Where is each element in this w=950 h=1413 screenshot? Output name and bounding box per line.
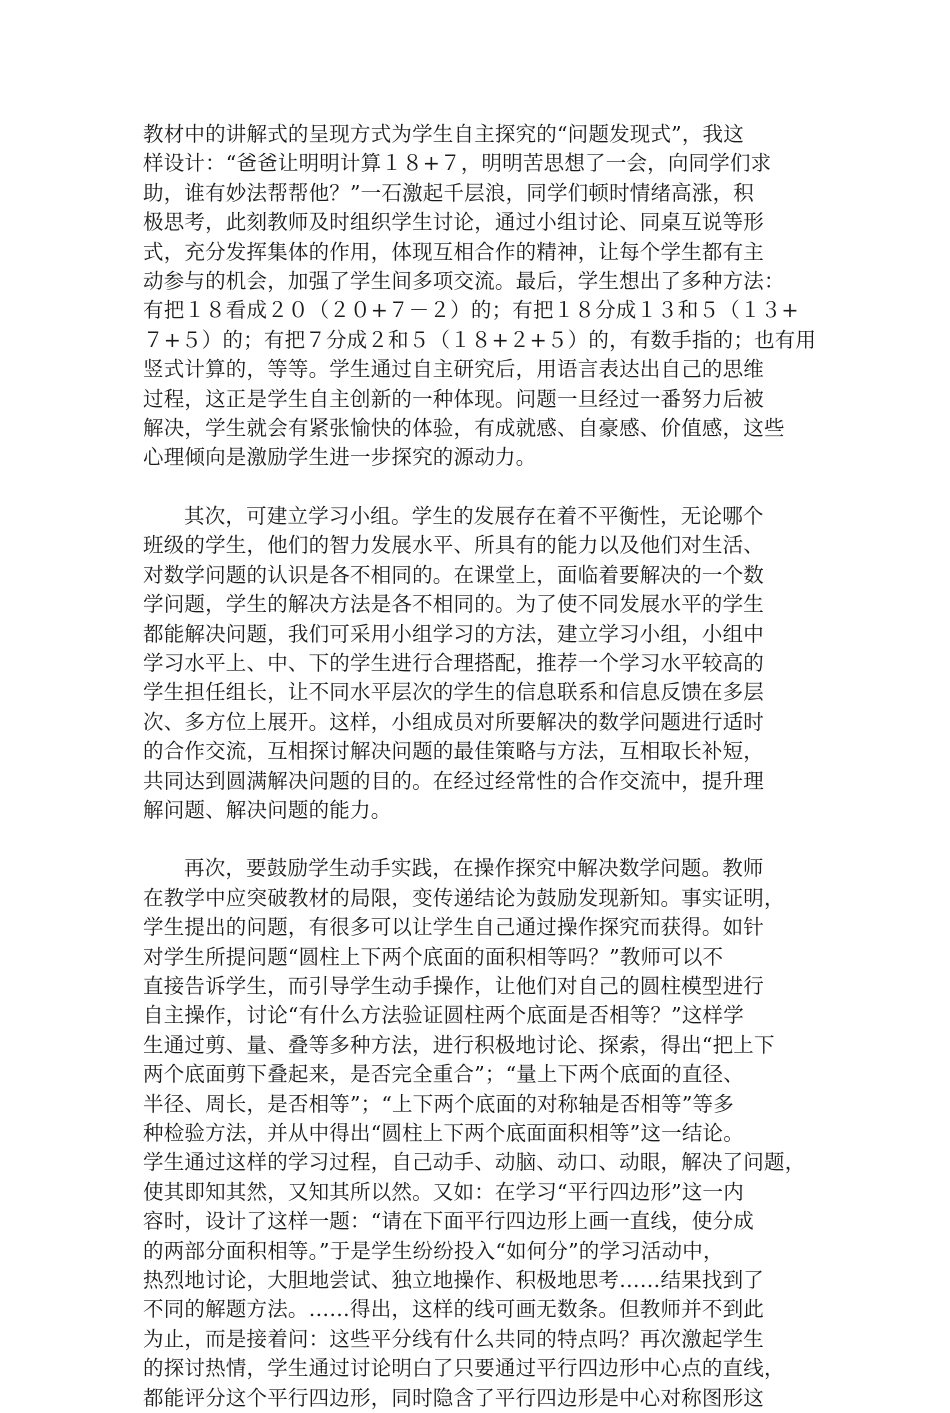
text-line: 热烈地讨论，大胆地尝试、独立地操作、积极地思考……结果找到了 xyxy=(143,1268,764,1293)
text-line: 半径、周长，是否相等”；“上下两个底面的对称轴是否相等”等多 xyxy=(143,1091,734,1116)
text-line: 对数学问题的认识是各不相同的。在课堂上，面临着要解决的一个数 xyxy=(143,562,764,587)
text-line: 动参与的机会，加强了学生间多项交流。最后，学生想出了多种方法： xyxy=(143,269,785,294)
text-line: 的探讨热情，学生通过讨论明白了只要通过平行四边形中心点的直线， xyxy=(143,1356,785,1381)
text-line: 竖式计算的，等等。学生通过自主研究后，用语言表达出自己的思维 xyxy=(143,357,764,382)
text-line: 都能解决问题，我们可采用小组学习的方法，建立学习小组，小组中 xyxy=(143,621,764,646)
text-line: 学生提出的问题，有很多可以让学生自己通过操作探究而获得。如针 xyxy=(143,915,764,940)
text-line: 其次，可建立学习小组。学生的发展存在着不平衡性，无论哪个 xyxy=(184,503,764,528)
text-line: 在教学中应突破教材的局限，变传递结论为鼓励发现新知。事实证明， xyxy=(143,885,785,910)
text-line: 共同达到圆满解决问题的目的。在经过经常性的合作交流中，提升理 xyxy=(143,768,764,793)
text-line: 对学生所提问题“圆柱上下两个底面的面积相等吗？”教师可以不 xyxy=(143,944,724,969)
text-line: 种检验方法，并从中得出“圆柱上下两个底面面积相等”这一结论。 xyxy=(143,1121,744,1145)
text-line: 过程，这正是学生自主创新的一种体现。问题一旦经过一番努力后被 xyxy=(143,386,764,411)
text-line: 助，谁有妙法帮帮他？”一石激起千层浪，同学们顿时情绪高涨，积 xyxy=(143,180,754,205)
text-line: 极思考，此刻教师及时组织学生讨论，通过小组讨论、同桌互说等形 xyxy=(143,210,764,235)
text-line: 学生通过这样的学习过程，自己动手、动脑、动口、动眼，解决了问题， xyxy=(143,1150,806,1175)
text-line: 使其即知其然，又知其所以然。又如：在学习“平行四边形”这一内 xyxy=(143,1179,744,1204)
text-line: 都能评分这个平行四边形，同时隐含了平行四边形是中心对称图形这 xyxy=(143,1385,764,1410)
text-line: 再次，要鼓励学生动手实践，在操作探究中解决数学问题。教师 xyxy=(184,856,764,881)
text-line: 学问题，学生的解决方法是各不相同的。为了使不同发展水平的学生 xyxy=(143,592,764,617)
paragraph-gap xyxy=(143,825,811,854)
text-line: 样设计：“爸爸让明明计算１８+７，明明苦思想了一会，向同学们求 xyxy=(143,151,772,176)
paragraph-3 xyxy=(143,854,811,1413)
text-line: 式，充分发挥集体的作用，体现互相合作的精神，让每个学生都有主 xyxy=(143,239,764,264)
text-line: 的合作交流，互相探讨解决问题的最佳策略与方法，互相取长补短， xyxy=(143,739,764,764)
text-line: 学生担任组长，让不同水平层次的学生的信息联系和信息反馈在多层 xyxy=(143,680,764,705)
paragraph-2 xyxy=(143,502,811,825)
text-line: 为止，而是接着问：这些平分线有什么共同的特点吗？再次激起学生 xyxy=(143,1326,764,1351)
text-line: 两个底面剪下叠起来，是否完全重合”；“量上下两个底面的直径、 xyxy=(143,1062,744,1087)
text-line: ７+５）的；有把７分成２和５（１８+２+５）的，有数手指的；也有用 xyxy=(143,327,817,352)
text-line: 次、多方位上展开。这样，小组成员对所要解决的数学问题进行适时 xyxy=(143,709,764,734)
text-line: 有把１８看成２０（２０+７－２）的；有把１８分成１３和５（１３+ xyxy=(143,298,799,323)
text-line: 教材中的讲解式的呈现方式为学生自主探究的“问题发现式”，我这 xyxy=(143,122,744,146)
text-line: 生通过剪、量、叠等多种方法，进行积极地讨论、探索，得出“把上下 xyxy=(143,1032,775,1057)
text-line: 容时，设计了这样一题：“请在下面平行四边形上画一直线，使分成 xyxy=(143,1209,754,1234)
text-line: 解问题、解决问题的能力。 xyxy=(143,797,392,822)
text-line: 心理倾向是激励学生进一步探究的源动力。 xyxy=(143,445,537,470)
text-line: 直接告诉学生，而引导学生动手操作，让他们对自己的圆柱模型进行 xyxy=(143,973,764,998)
paragraph-1 xyxy=(143,120,817,473)
text-line: 不同的解题方法。……得出，这样的线可画无数条。但教师并不到此 xyxy=(143,1297,764,1322)
text-line: 自主操作，讨论“有什么方法验证圆柱两个底面是否相等？”这样学 xyxy=(143,1003,744,1028)
text-line: 班级的学生，他们的智力发展水平、所具有的能力以及他们对生活、 xyxy=(143,533,764,558)
paragraph-gap xyxy=(143,473,811,502)
text-line: 的两部分面积相等。”于是学生纷纷投入“如何分”的学习活动中， xyxy=(143,1238,724,1263)
text-line: 解决，学生就会有紧张愉快的体验，有成就感、自豪感、价值感，这些 xyxy=(143,416,785,441)
body-text xyxy=(143,120,817,1413)
text-line: 学习水平上、中、下的学生进行合理搭配，推荐一个学习水平较高的 xyxy=(143,650,764,675)
